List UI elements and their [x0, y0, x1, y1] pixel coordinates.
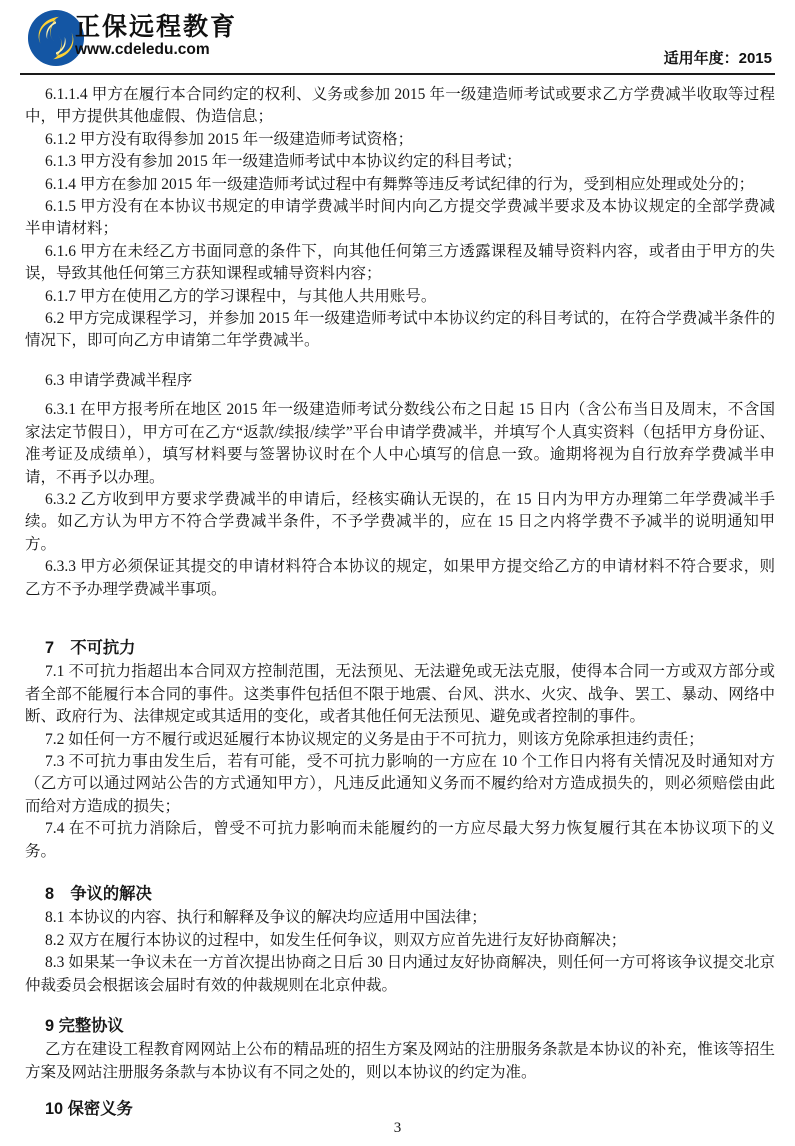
clause-paragraph: 8.1 本协议的内容、执行和解释及争议的解决均应适用中国法律； — [45, 909, 487, 927]
brand-block — [75, 13, 237, 59]
document-body — [25, 84, 775, 1121]
clause-paragraph: 7.4 在不可抗力消除后，曾受不可抗力影响而未能履约的一方应尽最大努力恢复履行其在本协议项下的义务。 — [25, 820, 775, 860]
clause-paragraph: 7.1 不可抗力指超出本合同双方控制范围，无法预见、无法避免或无法克服，使得本合同一方或双方部分或者全部不能履行本合同的事件。这类事件包括但不限于地震、台风、洪水、火灾、战争、罢工、暴动、网络中断、政府行为、法律规定或其适用的变化，或者其他任何无法预见、避免或者控制的事件。 — [25, 663, 775, 726]
clause-paragraph: 7.2 如任何一方不履行或迟延履行本协议规定的义务是由于不可抗力，则该方免除承担违约责任； — [45, 730, 704, 748]
clause-paragraph: 乙方在建设工程教育网网站上公布的精品班的招生方案及网站的注册服务条款是本协议的补充，惟该等招生方案及网站注册服务条款与本协议有不同之处的，则以本协议的约定为准。 — [25, 1041, 775, 1081]
clause-paragraph: 6.1.1.4 甲方在履行本合同约定的权利、义务或参加 2015 年一级建造师考试或要求乙方学费减半收取等过程中，甲方提供其他虚假、伪造信息； — [25, 86, 775, 126]
section-heading: 9 完整协议 — [45, 1017, 124, 1036]
clause-paragraph: 8.2 双方在履行本协议的过程中，如发生任何争议，则双方应首先进行友好协商解决； — [45, 931, 627, 949]
clause-paragraph: 6.3 申请学费减半程序 — [45, 371, 193, 389]
clause-paragraph: 6.1.6 甲方在未经乙方书面同意的条件下，向其他任何第三方透露课程及辅导资料内容，或者由于甲方的失误，导致其他任何第三方获知课程或辅导资料内容； — [25, 242, 775, 283]
clause-paragraph: 6.3.1 在甲方报考所在地区 2015 年一级建造师考试分数线公布之日起 15 日内（含公布当日及周末，不含国家法定节假日），甲方可在乙方“返款/续报/续学”平台申请学费减半，并填写个人真实资料（包括甲方身份证、准考证及成绩单），填写材料要与签署协议时在个人中心填写的信息一致。逾期将视为自行放弃学费减半申请，不再予以办理。 — [25, 401, 775, 486]
page-number: 3 — [393, 1120, 402, 1136]
brand-url: www.cdeledu.com — [75, 41, 210, 58]
clause-paragraph: 6.1.4 甲方在参加 2015 年一级建造师考试过程中有舞弊等违反考试纪律的行为，受到相应处理或处分的； — [45, 175, 755, 193]
clause-paragraph: 6.1.5 甲方没有在本协议书规定的申请学费减半时间内向乙方提交学费减半要求及本协议规定的全部学费减半申请材料； — [25, 198, 775, 238]
section-heading: 8 争议的解决 — [45, 885, 152, 903]
brand-name: 正保远程教育 — [75, 13, 238, 41]
clause-paragraph: 6.3.2 乙方收到甲方要求学费减半的申请后，经核实确认无误的，在 15 日内为甲方办理第二年学费减半手续。如乙方认为甲方不符合学费减半条件，不予学费减半的，应在 15 日之内将学费不予减半的说明通知甲方。 — [25, 490, 775, 553]
section-heading: 10 保密义务 — [45, 1100, 133, 1119]
clause-paragraph: 6.1.3 甲方没有参加 2015 年一级建造师考试中本协议约定的科目考试； — [45, 153, 522, 171]
clause-paragraph: 6.1.7 甲方在使用乙方的学习课程中，与其他人共用账号。 — [45, 287, 437, 305]
applicable-year-label: 适用年度：2015 — [663, 50, 772, 67]
clause-paragraph: 6.3.3 甲方必须保证其提交的申请材料符合本协议的规定，如果甲方提交给乙方的申请材料不符合要求，则乙方不予办理学费减半事项。 — [25, 558, 775, 598]
clause-paragraph: 6.2 甲方完成课程学习，并参加 2015 年一级建造师考试中本协议约定的科目考试的，在符合学费减半条件的情况下，即可向乙方申请第二年学费减半。 — [25, 310, 775, 350]
section-heading: 7 不可抗力 — [45, 638, 136, 657]
clause-paragraph: 7.3 不可抗力事由发生后，若有可能，受不可抗力影响的一方应在 10 个工作日内将有关情况及时通知对方（乙方可以通过网站公告的方式通知甲方），凡违反此通知义务而不履约给对方造成损失的，则必须赔偿由此而给对方造成的损失； — [25, 752, 775, 815]
clause-paragraph: 6.1.2 甲方没有取得参加 2015 年一级建造师考试资格； — [45, 130, 414, 148]
clause-paragraph: 8.3 如果某一争议未在一方首次提出协商之日后 30 日内通过友好协商解决，则任何一方可将该争议提交北京仲裁委员会根据该会届时有效的仲裁规则在北京仲裁。 — [25, 954, 775, 994]
page-header — [20, 0, 775, 75]
